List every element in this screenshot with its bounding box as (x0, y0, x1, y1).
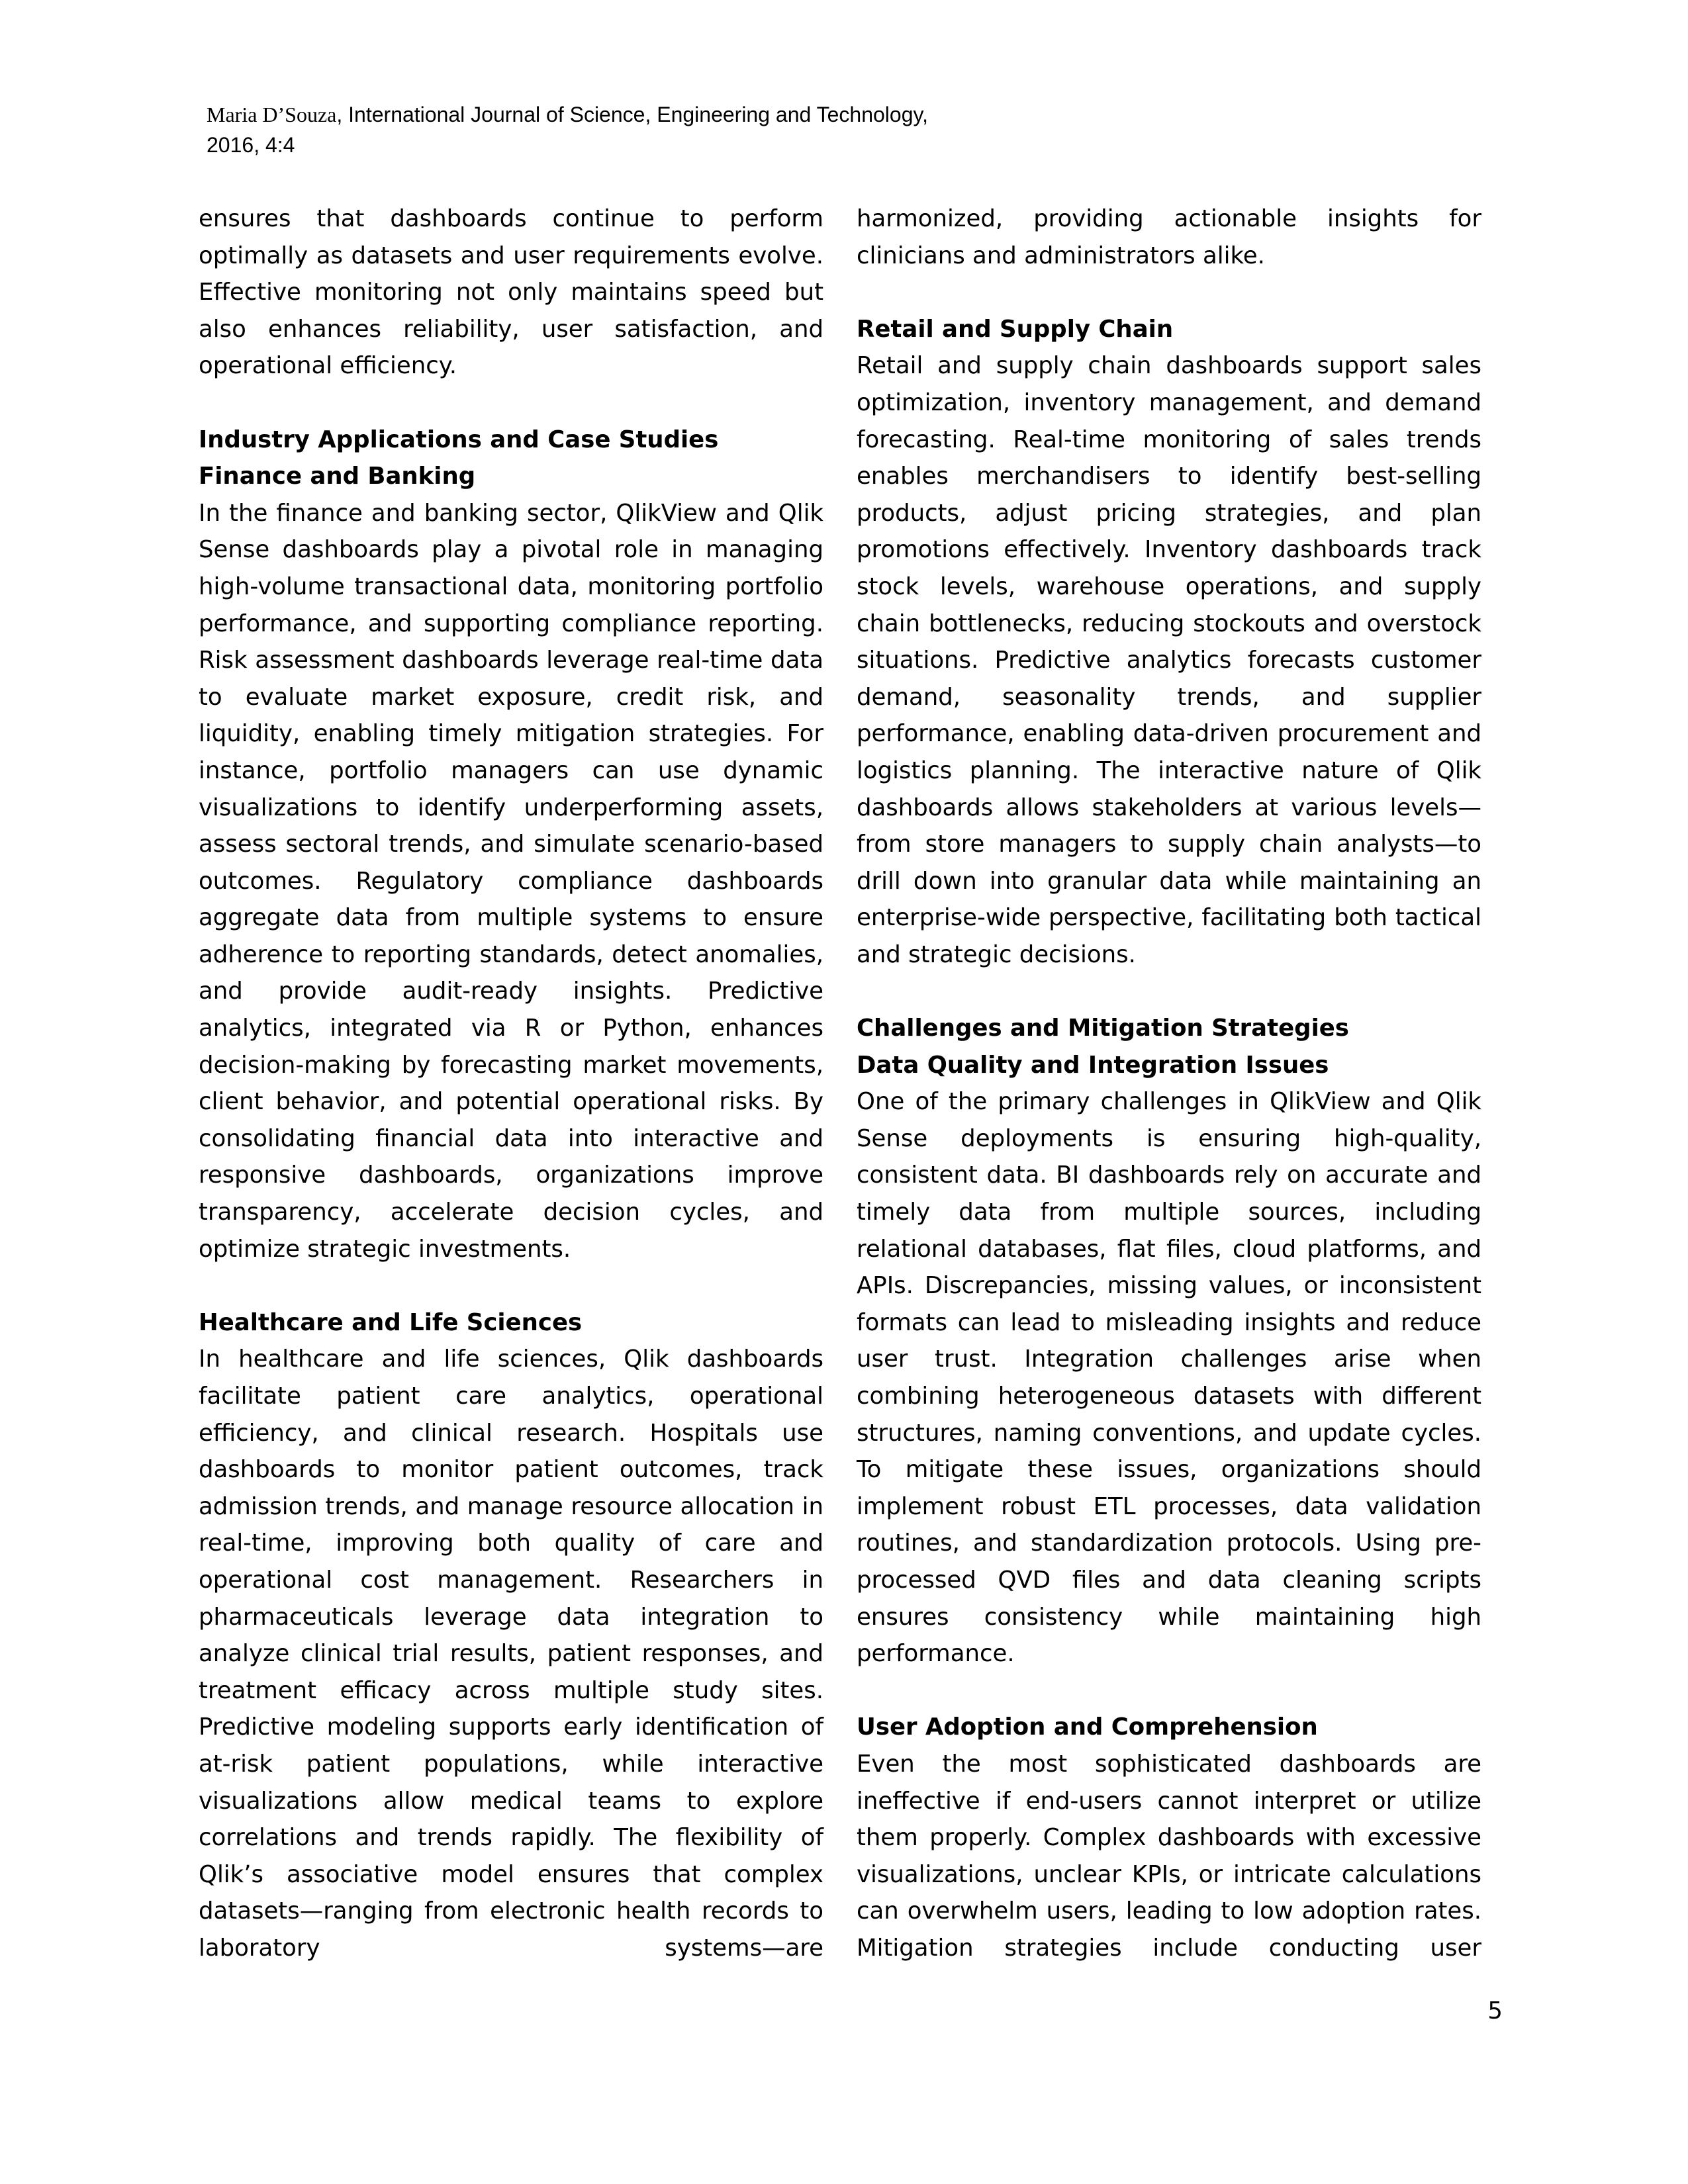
citation-line (207, 99, 1067, 130)
subheading-finance-banking: Finance and Banking (199, 463, 476, 490)
left-column (199, 201, 823, 1967)
spacer (857, 1672, 1481, 1709)
finance-paragraph: In the finance and banking sector, QlikView and Qlik Sense dashboards play a pivotal role in managing high-volume transactional data, monitoring portfolio performance, and supporting compliance reporting. Risk assessment dashboards leverage real-time data to evaluate market exposure, credit risk, and liquidity, enabling timely mitigation strategies. For instance, portfolio managers can use dynamic visualizations to identify underperforming assets, assess sectoral trends, and simulate scenario-based outcomes. Regulatory compliance dashboards aggregate data from multiple systems to ensure adherence to reporting standards, detect anomalies, and provide audit-ready insights. Predictive analytics, integrated via R or Python, enhances decision-making by forecasting market movements, client behavior, and potential operational risks. By consolidating financial data into interactive and responsive dashboards, organizations improve transparency, accelerate decision cycles, and optimize strategic investments. (199, 499, 823, 1263)
subheading-data-quality: Data Quality and Integration Issues (857, 1051, 1329, 1079)
subheading-retail-supply-chain: Retail and Supply Chain (857, 315, 1174, 343)
author-name: Maria D’Souza (207, 103, 337, 126)
healthcare-continuation-paragraph: harmonized, providing actionable insights for clinicians and administrators alike. (857, 205, 1481, 269)
subheading-healthcare: Healthcare and Life Sciences (199, 1308, 583, 1336)
spacer (857, 973, 1481, 1010)
subheading-user-adoption: User Adoption and Comprehension (857, 1713, 1318, 1741)
page-number: 5 (1487, 1997, 1503, 2025)
user-adoption-paragraph: Even the most sophisticated dashboards are ineffective if end-users cannot interpret or utilize them properly. Complex dashboards with excessive visualizations, unclear KPIs, or intricate calculations can overwhelm users, leading to low adoption rates. Mitigation strategies include conducting user (857, 1750, 1481, 1962)
section-heading-challenges: Challenges and Mitigation Strategies (857, 1015, 1349, 1042)
healthcare-paragraph: In healthcare and life sciences, Qlik dashboards facilitate patient care analytics, operational efficiency, and clinical research. Hospitals use dashboards to monitor patient outcomes, track admission trends, and manage resource allocation in real-time, improving both quality of care and operational cost management. Researchers in pharmaceuticals leverage data integration to analyze clinical trial results, patient responses, and treatment efficacy across multiple study sites. Predictive modeling supports early identification of at-risk patient populations, while interactive visualizations allow medical teams to explore correlations and trends rapidly. The flexibility of Qlik’s associative model ensures that complex datasets—ranging from electronic health records to laboratory systems—are (199, 1345, 823, 1962)
intro-continuation-paragraph: ensures that dashboards continue to perform optimally as datasets and user requirements evolve. Effective monitoring not only maintains speed but also enhances reliability, user satisfaction, and operational efficiency. (199, 205, 823, 380)
data-quality-paragraph: One of the primary challenges in QlikView and Qlik Sense deployments is ensuring high-quality, consistent data. BI dashboards rely on accurate and timely data from multiple sources, including relational databases, flat files, cloud platforms, and APIs. Discrepancies, missing values, or inconsistent formats can lead to misleading insights and reduce user trust. Integration challenges arise when combining heterogeneous datasets with different structures, naming conventions, and update cycles. To mitigate these issues, organizations should implement robust ETL processes, data validation routines, and standardization protocols. Using pre-processed QVD files and data cleaning scripts ensures consistency while maintaining high performance. (857, 1088, 1481, 1668)
journal-citation: , International Journal of Science, Engineering and Technology, (336, 103, 929, 126)
right-column (857, 201, 1481, 1967)
section-heading-industry-applications: Industry Applications and Case Studies (199, 426, 719, 453)
spacer (199, 385, 823, 422)
spacer (199, 1267, 823, 1304)
spacer (857, 274, 1481, 311)
retail-paragraph: Retail and supply chain dashboards support sales optimization, inventory management, and demand forecasting. Real-time monitoring of sales trends enables merchandisers to identify best-selling products, adjust pricing strategies, and plan promotions effectively. Inventory dashboards track stock levels, warehouse operations, and supply chain bottlenecks, reducing stockouts and overstock situations. Predictive analytics forecasts customer demand, seasonality trends, and supplier performance, enabling data-driven procurement and logistics planning. The interactive nature of Qlik dashboards allows stakeholders at various levels—from store managers to supply chain analysts—to drill down into granular data while maintaining an enterprise-wide perspective, facilitating both tactical and strategic decisions. (857, 352, 1481, 968)
volume-line: 2016, 4:4 (207, 133, 295, 157)
running-header (207, 99, 1067, 160)
